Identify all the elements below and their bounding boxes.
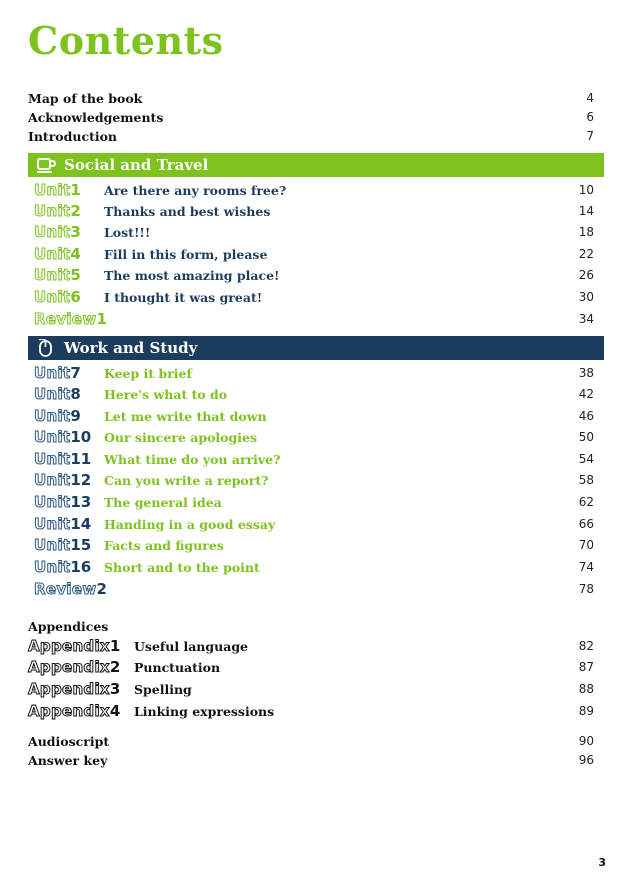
toc-page-number: 4 [586, 91, 594, 105]
toc-review-row[interactable] [34, 309, 594, 329]
unit-title: Keep it brief [104, 365, 192, 381]
toc-page-number: 34 [578, 312, 594, 326]
unit-title: What time do you arrive? [104, 451, 281, 467]
appendices-heading-row [28, 616, 594, 636]
toc-unit-row[interactable] [34, 535, 594, 555]
toc-unit-row[interactable] [34, 406, 594, 426]
toc-unit-row[interactable] [34, 244, 594, 264]
toc-page-number: 30 [578, 290, 594, 304]
appendix-label: Appendix 3 [28, 680, 121, 698]
unit-label: Unit 14 [34, 515, 92, 533]
unit-label: Unit 16 [34, 558, 92, 576]
computer-mouse-icon [36, 339, 56, 357]
coffee-cup-icon [36, 156, 56, 174]
toc-page-number: 50 [578, 430, 594, 444]
toc-entry-label: Answer key [28, 752, 108, 768]
toc-page-number: 7 [586, 129, 594, 143]
toc-unit-row[interactable] [34, 514, 594, 534]
unit-label: Unit 7 [34, 364, 81, 382]
toc-entry-answer-key[interactable] [28, 750, 594, 770]
toc-appendix-row[interactable] [28, 636, 594, 656]
unit-title: Let me write that down [104, 408, 267, 424]
toc-page-number: 14 [578, 204, 594, 218]
toc-unit-row[interactable] [34, 265, 594, 285]
toc-appendix-row[interactable] [28, 701, 594, 721]
unit-label: Unit 15 [34, 536, 92, 554]
unit-title: Here's what to do [104, 386, 228, 402]
unit-label: Unit 4 [34, 245, 81, 263]
toc-page-number: 96 [578, 753, 594, 767]
toc-page-number: 46 [578, 409, 594, 423]
unit-title: Fill in this form, please [104, 246, 268, 262]
appendices-heading: Appendices [28, 618, 109, 634]
toc-entry-label: Audioscript [28, 733, 110, 749]
toc-unit-row[interactable] [34, 287, 594, 307]
toc-unit-row[interactable] [34, 363, 594, 383]
appendix-label: Appendix 4 [28, 702, 121, 720]
toc-unit-row[interactable] [34, 427, 594, 447]
toc-page-number: 78 [578, 582, 594, 596]
toc-page-number: 54 [578, 452, 594, 466]
toc-page-number: 58 [578, 473, 594, 487]
appendix-label: Appendix 1 [28, 637, 121, 655]
toc-entry-audioscript[interactable] [28, 731, 594, 751]
toc-entry-label: Map of the book [28, 90, 143, 106]
toc-appendix-row[interactable] [28, 657, 594, 677]
toc-page-number: 42 [578, 387, 594, 401]
toc-entry-introduction[interactable] [28, 126, 594, 146]
section-header-social-travel [28, 153, 604, 177]
appendix-title: Useful language [134, 638, 249, 654]
toc-unit-row[interactable] [34, 222, 594, 242]
toc-page-number: 89 [578, 704, 594, 718]
unit-label: Unit 9 [34, 407, 81, 425]
toc-unit-row[interactable] [34, 470, 594, 490]
unit-title: Thanks and best wishes [104, 203, 271, 219]
toc-page-number: 38 [578, 366, 594, 380]
unit-label: Unit 5 [34, 266, 81, 284]
unit-title: Are there any rooms free? [104, 182, 287, 198]
toc-page-number: 18 [578, 225, 594, 239]
toc-page-number: 10 [578, 183, 594, 197]
unit-label: Unit 10 [34, 428, 92, 446]
toc-unit-row[interactable] [34, 492, 594, 512]
unit-label: Unit 6 [34, 288, 81, 306]
unit-label: Unit 2 [34, 202, 81, 220]
review-label: Review 2 [34, 580, 107, 598]
section-title: Work and Study [64, 339, 198, 357]
toc-page-number: 87 [578, 660, 594, 674]
unit-title: Facts and figures [104, 537, 224, 553]
page-title: Contents [28, 18, 224, 63]
toc-appendix-row[interactable] [28, 679, 594, 699]
toc-page-number: 70 [578, 538, 594, 552]
unit-label: Unit 11 [34, 450, 92, 468]
unit-title: Lost!!! [104, 224, 151, 240]
section-header-work-study [28, 336, 604, 360]
toc-page-number: 66 [578, 517, 594, 531]
toc-review-row[interactable] [34, 579, 594, 599]
toc-page-number: 90 [578, 734, 594, 748]
toc-unit-row[interactable] [34, 384, 594, 404]
page-number: 3 [598, 856, 606, 869]
unit-label: Unit 1 [34, 181, 81, 199]
unit-title: Short and to the point [104, 559, 260, 575]
toc-entry-acknowledgements[interactable] [28, 107, 594, 127]
toc-page-number: 26 [578, 268, 594, 282]
toc-entry-label: Acknowledgements [28, 109, 164, 125]
toc-unit-row[interactable] [34, 557, 594, 577]
unit-title: The general idea [104, 494, 222, 510]
toc-page-number: 62 [578, 495, 594, 509]
toc-unit-row[interactable] [34, 449, 594, 469]
unit-label: Unit 3 [34, 223, 81, 241]
appendix-title: Spelling [134, 681, 192, 697]
unit-title: Can you write a report? [104, 472, 269, 488]
toc-page-number: 74 [578, 560, 594, 574]
unit-label: Unit 13 [34, 493, 92, 511]
unit-title: I thought it was great! [104, 289, 263, 305]
toc-page-number: 82 [578, 639, 594, 653]
toc-entry-map[interactable] [28, 88, 594, 108]
section-title: Social and Travel [64, 156, 209, 174]
unit-title: Our sincere apologies [104, 429, 257, 445]
unit-label: Unit 8 [34, 385, 81, 403]
toc-unit-row[interactable] [34, 201, 594, 221]
toc-entry-label: Introduction [28, 128, 118, 144]
unit-label: Unit 12 [34, 471, 92, 489]
unit-title: Handing in a good essay [104, 516, 276, 532]
toc-page-number: 88 [578, 682, 594, 696]
appendix-label: Appendix 2 [28, 658, 121, 676]
unit-title: The most amazing place! [104, 267, 280, 283]
toc-page-number: 22 [578, 247, 594, 261]
toc-unit-row[interactable] [34, 180, 594, 200]
appendix-title: Linking expressions [134, 703, 275, 719]
appendix-title: Punctuation [134, 659, 221, 675]
review-label: Review 1 [34, 310, 107, 328]
toc-page-number: 6 [586, 110, 594, 124]
